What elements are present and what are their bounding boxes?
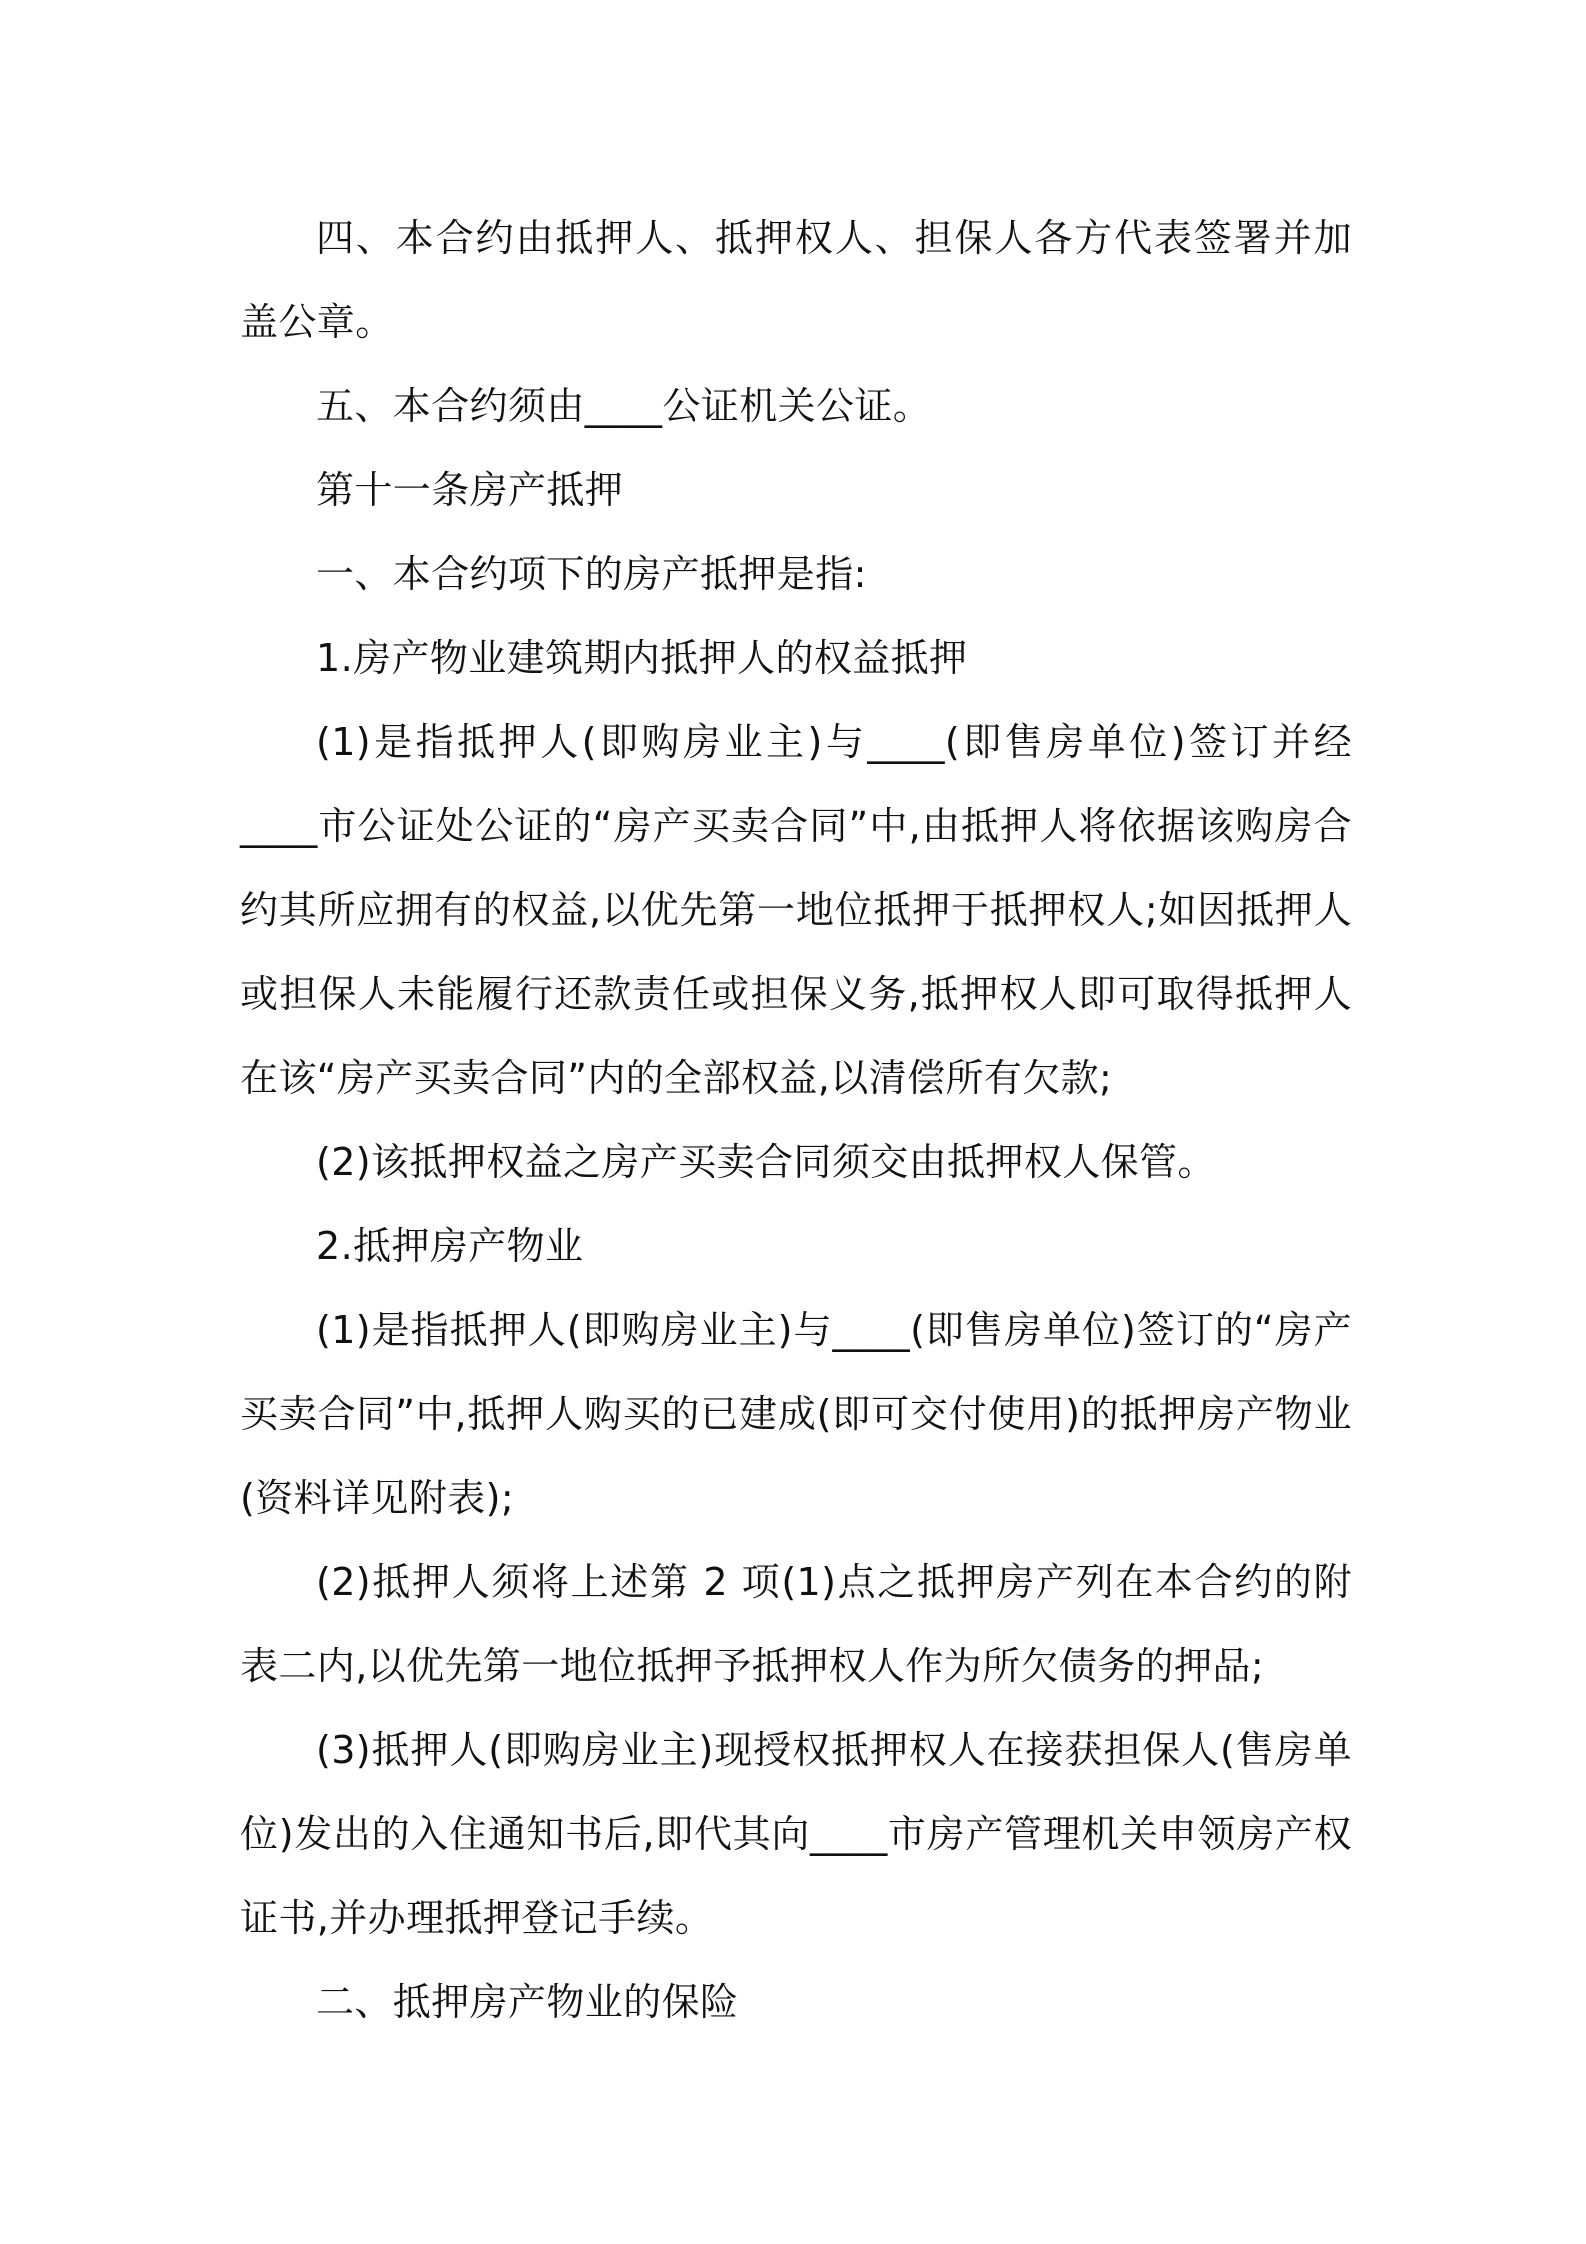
- paragraph-item-1-point-2: (2)该抵押权益之房产买卖合同须交由抵押权人保管。: [316, 1140, 1216, 1184]
- paragraph-clause-4-signing: 四、本合约由抵押人、抵押权人、担保人各方代表签署并加盖公章。: [240, 216, 1352, 344]
- paragraph-item-2-point-2: (2)抵押人须将上述第 2 项(1)点之抵押房产列在本合约的附表二内,以优先第一地位抵押予抵押权人作为所欠债务的押品;: [240, 1560, 1352, 1688]
- paragraph-item-1-point-1: (1)是指抵押人(即购房业主)与____(即售房单位)签订并经____市公证处公证的“房产买卖合同”中,由抵押人将依据该购房合约其所应拥有的权益,以优先第一地位抵押于抵押权人;如因抵押人或担保人未能履行还款责任或担保义务,抵押权人即可取得抵押人在该“房产买卖合同”内的全部权益,以清偿所有欠款;: [240, 720, 1352, 1100]
- section-1-heading: 一、本合约项下的房产抵押是指:: [316, 552, 867, 596]
- item-1-heading: 1.房产物业建筑期内抵押人的权益抵押: [316, 636, 968, 680]
- paragraph-item-2-point-3: (3)抵押人(即购房业主)现授权抵押权人在接获担保人(售房单位)发出的入住通知书后,即代其向____市房产管理机关申领房产权证书,并办理抵押登记手续。: [240, 1728, 1352, 1940]
- item-2-heading: 2.抵押房产物业: [316, 1224, 584, 1268]
- document-body: [240, 196, 1352, 2044]
- paragraph-clause-5-notarization: 五、本合约须由____公证机关公证。: [316, 384, 932, 428]
- article-11-heading: 第十一条房产抵押: [316, 468, 624, 512]
- section-2-heading: 二、抵押房产物业的保险: [316, 1980, 739, 2024]
- paragraph-item-2-point-1: (1)是指抵押人(即购房业主)与____(即售房单位)签订的“房产买卖合同”中,抵押人购买的已建成(即可交付使用)的抵押房产物业(资料详见附表);: [240, 1308, 1352, 1520]
